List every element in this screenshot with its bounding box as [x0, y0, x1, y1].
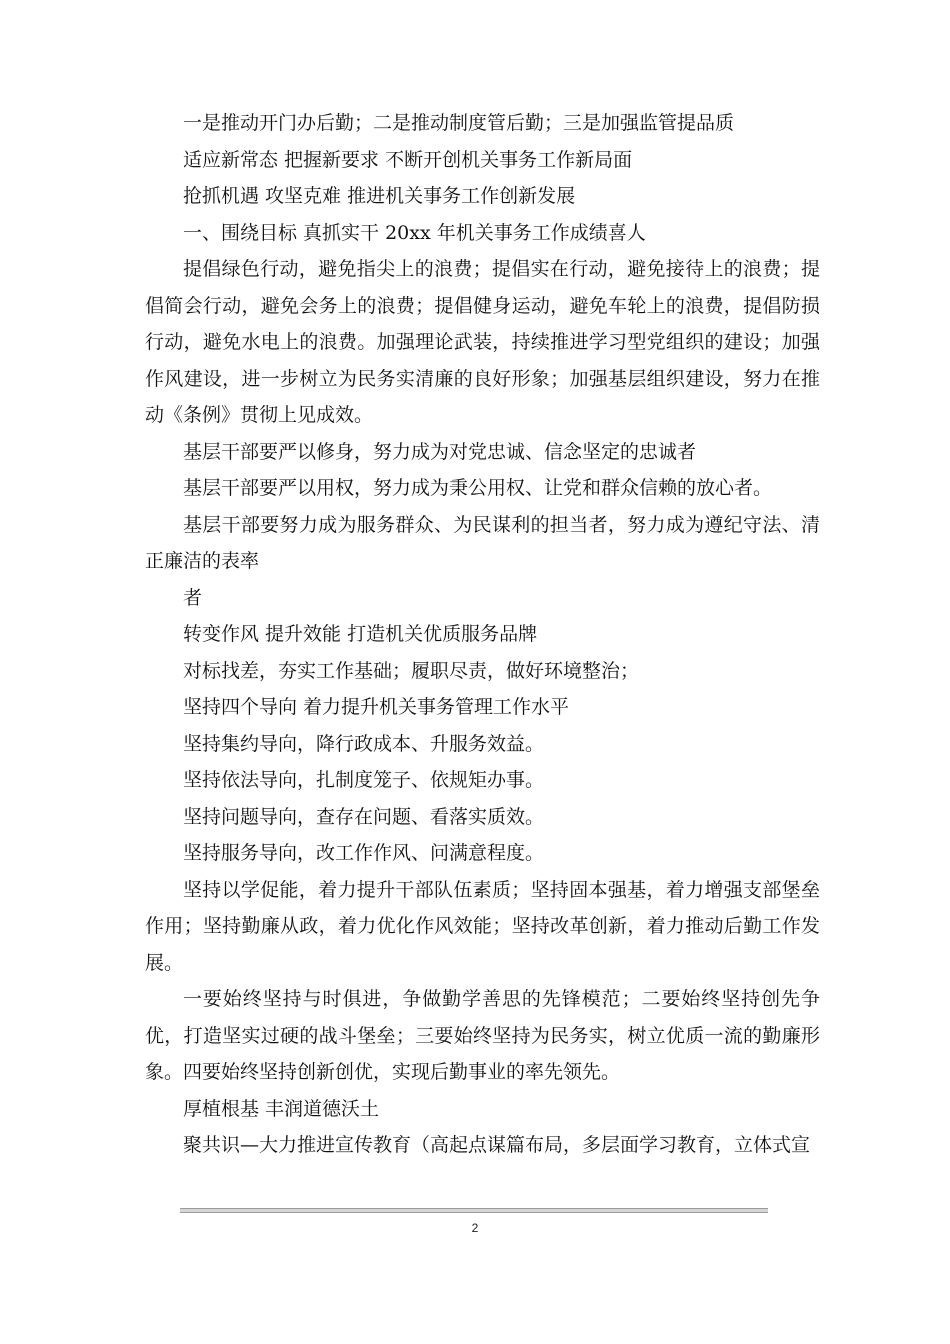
paragraph-15: 坚持问题导向，查存在问题、看落实质效。	[183, 805, 545, 828]
paragraph-19: 厚植根基 丰润道德沃土	[183, 1097, 380, 1120]
paragraph-17: 坚持以学促能，着力提升干部队伍素质；坚持固本强基，着力增强支部堡垒作用；坚持勤廉从政，着力优化作风效能；坚持改革创新，着力推动后勤工作发展。	[145, 878, 820, 974]
paragraph-14: 坚持依法导向，扎制度笼子、依规矩办事。	[183, 769, 545, 791]
page-number: 2	[471, 1221, 479, 1235]
paragraph-3: 抢抓机遇 攻坚克难 推进机关事务工作创新发展	[183, 185, 576, 207]
section-heading-1: 一、围绕目标 真抓实干 20xx 年机关事务工作成绩喜人	[183, 221, 646, 244]
paragraph-5: 提倡绿色行动，避免指尖上的浪费；提倡实在行动，避免接待上的浪费；提倡简会行动，避免会务上的浪费；提倡健身运动，避免车轮上的浪费，提倡防损行动，避免水电上的浪费。加强理论武装，持续推进学习型党组织的建设；加强作风建设，进一步树立为民务实清廉的良好形象；加强基层组织建设，努力在推动《条例》贯彻上见成效。	[145, 258, 820, 426]
paragraph-11: 对标找差，夯实工作基础；履职尽责，做好环境整治；	[183, 659, 640, 682]
paragraph-9: 者	[183, 586, 203, 609]
paragraph-12: 坚持四个导向 着力提升机关事务管理工作水平	[183, 696, 570, 718]
paragraph-6: 基层干部要严以修身，努力成为对党忠诚、信念坚定的忠诚者	[183, 440, 697, 463]
paragraph-7: 基层干部要严以用权，努力成为秉公用权、让党和群众信赖的放心者。	[183, 477, 773, 499]
paragraph-13: 坚持集约导向，降行政成本、升服务效益。	[183, 732, 545, 755]
paragraph-2: 适应新常态 把握新要求 不断开创机关事务工作新局面	[183, 148, 633, 171]
paragraph-20: 聚共识—大力推进宣传教育（高起点谋篇布局，多层面学习教育，立体式宣	[183, 1134, 811, 1156]
document-body	[145, 105, 820, 1164]
paragraph-18: 一要始终坚持与时俱进，争做勤学善思的先锋模范；二要始终坚持创先争优，打造坚实过硬的战斗堡垒；三要始终坚持为民务实，树立优质一流的勤廉形象。四要始终坚持创新创优，实现后勤事业的率先领先。	[145, 988, 820, 1083]
footer-divider	[180, 1208, 768, 1213]
paragraph-10: 转变作风 提升效能 打造机关优质服务品牌	[183, 623, 538, 645]
paragraph-16: 坚持服务导向，改工作作风、问满意程度。	[183, 842, 545, 864]
paragraph-8: 基层干部要努力成为服务群众、为民谋利的担当者，努力成为遵纪守法、清正廉洁的表率	[145, 513, 820, 572]
paragraph-1: 一是推动开门办后勤；二是推动制度管后勤；三是加强监管提品质	[183, 112, 735, 134]
